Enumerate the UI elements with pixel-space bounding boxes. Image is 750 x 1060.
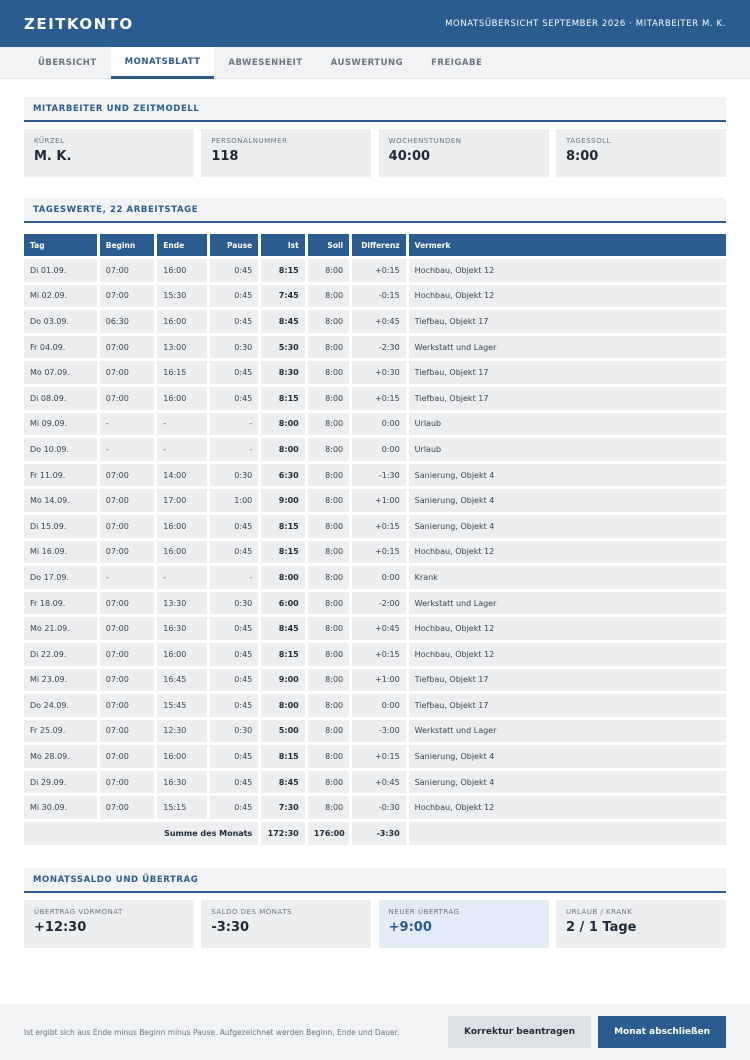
table-row[interactable] — [24, 515, 726, 538]
cell-tag: Mo 07.09. — [24, 361, 97, 384]
cell-ist: 6:30 — [261, 464, 304, 487]
tab-abwesenheit[interactable]: ABWESENHEIT — [228, 58, 303, 68]
table-row[interactable] — [24, 464, 726, 487]
cell-differenz: +0:15 — [352, 387, 406, 410]
cell-tag: Mo 14.09. — [24, 489, 97, 512]
cell-beginn: 07:00 — [100, 669, 155, 692]
cell-pause: 0:45 — [210, 285, 258, 308]
cell-ende: 16:00 — [157, 643, 207, 666]
cell-vermerk: Werkstatt und Lager — [409, 592, 726, 615]
header-subtitle: MONATSÜBERSICHT SEPTEMBER 2026 · MITARBEITER M. K. — [445, 18, 726, 29]
cell-tag: Mi 02.09. — [24, 285, 97, 308]
cell-vermerk: Tiefbau, Objekt 17 — [409, 694, 726, 717]
cell-ende: 16:00 — [157, 515, 207, 538]
col-header-soll[interactable]: Soll — [308, 234, 349, 256]
sum-row — [24, 822, 726, 845]
cell-vermerk: Hochbau, Objekt 12 — [409, 617, 726, 640]
cell-ist: 8:15 — [261, 387, 304, 410]
balance-section-heading: MONATSSALDO UND ÜBERTRAG — [24, 868, 726, 893]
cell-beginn: 07:00 — [100, 643, 155, 666]
table-row[interactable] — [24, 541, 726, 564]
cell-soll: 8:00 — [308, 720, 349, 743]
cell-beginn: 07:00 — [100, 541, 155, 564]
cell-pause: 0:45 — [210, 617, 258, 640]
cell-tag: Di 08.09. — [24, 387, 97, 410]
cell-differenz: +0:45 — [352, 771, 406, 794]
cell-pause: 0:45 — [210, 387, 258, 410]
card-kuerzel — [24, 129, 194, 177]
cell-differenz: +1:00 — [352, 669, 406, 692]
cell-soll: 8:00 — [308, 771, 349, 794]
cell-pause: 0:45 — [210, 745, 258, 768]
cell-tag: Do 24.09. — [24, 694, 97, 717]
cell-soll: 8:00 — [308, 438, 349, 461]
cell-differenz: 0:00 — [352, 694, 406, 717]
card-label: PERSONALNUMMER — [211, 137, 288, 145]
cell-soll: 8:00 — [308, 745, 349, 768]
cell-tag: Mi 16.09. — [24, 541, 97, 564]
cell-ist: 8:00 — [261, 438, 304, 461]
cell-tag: Mi 30.09. — [24, 796, 97, 819]
cell-soll: 8:00 — [308, 310, 349, 333]
col-header-pause[interactable]: Pause — [210, 234, 258, 256]
table-row[interactable] — [24, 387, 726, 410]
cell-tag: Di 29.09. — [24, 771, 97, 794]
card-tagessoll — [556, 129, 726, 177]
card-label: URLAUB / KRANK — [565, 908, 633, 916]
cell-ende: 13:30 — [157, 592, 207, 615]
card-label: WOCHENSTUNDEN — [388, 137, 462, 145]
cell-ist: 8:15 — [261, 259, 304, 282]
cell-tag: Do 17.09. — [24, 566, 97, 589]
cell-vermerk: Sanierung, Objekt 4 — [409, 489, 726, 512]
cell-ist: 8:00 — [261, 566, 304, 589]
cell-pause: 0:45 — [210, 771, 258, 794]
cell-ist: 8:30 — [261, 361, 304, 384]
card-label: SALDO DES MONATS — [211, 908, 292, 916]
cell-tag: Di 15.09. — [24, 515, 97, 538]
cell-vermerk: Sanierung, Objekt 4 — [409, 464, 726, 487]
sum-diff: -3:30 — [352, 822, 406, 845]
cell-vermerk: Tiefbau, Objekt 17 — [409, 361, 726, 384]
cell-pause: 0:30 — [210, 464, 258, 487]
card-label: ÜBERTRAG VORMONAT — [34, 908, 123, 916]
sum-ist: 172:30 — [261, 822, 304, 845]
cell-ist: 8:00 — [261, 694, 304, 717]
cell-ende: 16:00 — [157, 259, 207, 282]
cell-ist: 8:45 — [261, 771, 304, 794]
card-label: TAGESSOLL — [565, 137, 611, 145]
cell-soll: 8:00 — [308, 643, 349, 666]
table-row[interactable] — [24, 310, 726, 333]
cell-differenz: +0:15 — [352, 643, 406, 666]
cell-beginn: - — [100, 438, 155, 461]
cell-pause: 0:45 — [210, 259, 258, 282]
cell-beginn: 07:00 — [100, 720, 155, 743]
cell-differenz: +1:00 — [352, 489, 406, 512]
tab-uebersicht[interactable]: ÜBERSICHT — [38, 58, 97, 68]
cell-beginn: - — [100, 566, 155, 589]
cell-vermerk: Hochbau, Objekt 12 — [409, 285, 726, 308]
card-label: NEUER ÜBERTRAG — [388, 908, 460, 916]
cell-ist: 8:15 — [261, 643, 304, 666]
col-header-ende[interactable]: Ende — [157, 234, 207, 256]
cell-tag: Di 22.09. — [24, 643, 97, 666]
cell-beginn: 07:00 — [100, 387, 155, 410]
cell-vermerk: Urlaub — [409, 413, 726, 436]
cell-beginn: 06:30 — [100, 310, 155, 333]
table-row[interactable] — [24, 796, 726, 819]
cell-ende: 16:30 — [157, 771, 207, 794]
cell-tag: Mo 21.09. — [24, 617, 97, 640]
cell-beginn: 07:00 — [100, 336, 155, 359]
cell-soll: 8:00 — [308, 489, 349, 512]
card-personalnummer — [201, 129, 371, 177]
table-row[interactable] — [24, 566, 726, 589]
cell-soll: 8:00 — [308, 796, 349, 819]
cell-pause: 1:00 — [210, 489, 258, 512]
cell-tag: Fr 25.09. — [24, 720, 97, 743]
col-header-differenz[interactable]: Differenz — [352, 234, 406, 256]
cell-ist: 8:45 — [261, 310, 304, 333]
employee-section — [24, 97, 726, 177]
cell-soll: 8:00 — [308, 617, 349, 640]
cell-pause: - — [210, 566, 258, 589]
card-urlaub-krank — [556, 900, 726, 948]
cell-differenz: +0:15 — [352, 259, 406, 282]
cell-vermerk: Hochbau, Objekt 12 — [409, 643, 726, 666]
cell-beginn: 07:00 — [100, 796, 155, 819]
cell-ist: 8:45 — [261, 617, 304, 640]
tab-bar — [0, 47, 750, 79]
cell-ende: 16:00 — [157, 745, 207, 768]
cell-ende: 16:00 — [157, 310, 207, 333]
table-row[interactable] — [24, 669, 726, 692]
cell-vermerk: Urlaub — [409, 438, 726, 461]
cell-pause: 0:45 — [210, 541, 258, 564]
sum-empty — [409, 822, 726, 845]
cell-tag: Mi 09.09. — [24, 413, 97, 436]
cell-ende: 16:00 — [157, 387, 207, 410]
table-row[interactable] — [24, 285, 726, 308]
cell-tag: Do 10.09. — [24, 438, 97, 461]
cell-ende: 16:00 — [157, 541, 207, 564]
cell-ende: 13:00 — [157, 336, 207, 359]
cell-tag: Fr 04.09. — [24, 336, 97, 359]
card-value: M. K. — [34, 149, 72, 164]
cell-vermerk: Werkstatt und Lager — [409, 336, 726, 359]
cell-beginn: 07:00 — [100, 464, 155, 487]
balance-cards — [24, 900, 726, 948]
daily-section — [24, 198, 726, 848]
cell-ist: 8:15 — [261, 745, 304, 768]
cell-vermerk: Tiefbau, Objekt 17 — [409, 387, 726, 410]
cell-pause: 0:45 — [210, 361, 258, 384]
cell-vermerk: Werkstatt und Lager — [409, 720, 726, 743]
cell-soll: 8:00 — [308, 285, 349, 308]
cell-ende: 15:15 — [157, 796, 207, 819]
cell-differenz: -2:30 — [352, 336, 406, 359]
cell-soll: 8:00 — [308, 361, 349, 384]
table-row[interactable] — [24, 771, 726, 794]
cell-ende: - — [157, 438, 207, 461]
cell-ist: 8:00 — [261, 413, 304, 436]
cell-vermerk: Sanierung, Objekt 4 — [409, 745, 726, 768]
cell-vermerk: Hochbau, Objekt 12 — [409, 541, 726, 564]
cell-beginn: 07:00 — [100, 771, 155, 794]
table-row[interactable] — [24, 489, 726, 512]
app-header — [0, 0, 750, 47]
cell-differenz: 0:00 — [352, 413, 406, 436]
cell-pause: - — [210, 438, 258, 461]
card-uebertrag-vormonat — [24, 900, 194, 948]
sum-soll: 176:00 — [308, 822, 349, 845]
employee-cards — [24, 129, 726, 177]
cell-soll: 8:00 — [308, 541, 349, 564]
cell-soll: 8:00 — [308, 413, 349, 436]
card-value: 118 — [211, 149, 239, 164]
cell-ende: 16:30 — [157, 617, 207, 640]
cell-ende: 15:30 — [157, 285, 207, 308]
cell-ist: 8:15 — [261, 515, 304, 538]
cell-differenz: -3:00 — [352, 720, 406, 743]
cell-pause: 0:45 — [210, 643, 258, 666]
cell-beginn: 07:00 — [100, 489, 155, 512]
cell-beginn: 07:00 — [100, 259, 155, 282]
cell-ist: 5:30 — [261, 336, 304, 359]
cell-ende: 12:30 — [157, 720, 207, 743]
cell-differenz: -1:30 — [352, 464, 406, 487]
cell-vermerk: Krank — [409, 566, 726, 589]
cell-ist: 7:30 — [261, 796, 304, 819]
cell-ende: - — [157, 566, 207, 589]
table-row[interactable] — [24, 745, 726, 768]
daily-section-heading: TAGESWERTE, 22 ARBEITSTAGE — [24, 198, 726, 223]
cell-differenz: 0:00 — [352, 438, 406, 461]
cell-ende: - — [157, 413, 207, 436]
card-value: 40:00 — [388, 149, 431, 164]
table-row[interactable] — [24, 259, 726, 282]
cell-pause: 0:45 — [210, 796, 258, 819]
cell-beginn: 07:00 — [100, 694, 155, 717]
cell-beginn: 07:00 — [100, 617, 155, 640]
cell-pause: 0:30 — [210, 720, 258, 743]
cell-vermerk: Sanierung, Objekt 4 — [409, 515, 726, 538]
footer-note: Ist ergibt sich aus Ende minus Beginn minus Pause. Aufgezeichnet werden Beginn, Ende und Dauer. — [24, 1027, 400, 1037]
cell-differenz: -0:15 — [352, 285, 406, 308]
footer-bar — [0, 1004, 750, 1060]
cell-beginn: - — [100, 413, 155, 436]
cell-soll: 8:00 — [308, 336, 349, 359]
card-neuer-uebertrag — [379, 900, 549, 948]
balance-section — [24, 868, 726, 948]
cell-ist: 6:00 — [261, 592, 304, 615]
card-value: 2 / 1 Tage — [565, 920, 637, 935]
cell-vermerk: Hochbau, Objekt 12 — [409, 259, 726, 282]
cell-ist: 9:00 — [261, 669, 304, 692]
cell-ende: 16:45 — [157, 669, 207, 692]
cell-tag: Do 03.09. — [24, 310, 97, 333]
cell-soll: 8:00 — [308, 387, 349, 410]
cell-ist: 8:15 — [261, 541, 304, 564]
tab-auswertung[interactable]: AUSWERTUNG — [330, 58, 404, 68]
table-row[interactable] — [24, 438, 726, 461]
cell-pause: - — [210, 413, 258, 436]
cell-ende: 17:00 — [157, 489, 207, 512]
cell-soll: 8:00 — [308, 669, 349, 692]
cell-soll: 8:00 — [308, 464, 349, 487]
cell-vermerk: Tiefbau, Objekt 17 — [409, 310, 726, 333]
cell-soll: 8:00 — [308, 566, 349, 589]
cell-differenz: +0:45 — [352, 617, 406, 640]
table-row[interactable] — [24, 617, 726, 640]
cell-pause: 0:30 — [210, 592, 258, 615]
cell-tag: Di 01.09. — [24, 259, 97, 282]
cell-ist: 9:00 — [261, 489, 304, 512]
cell-differenz: +0:15 — [352, 745, 406, 768]
cell-soll: 8:00 — [308, 259, 349, 282]
cell-ist: 7:45 — [261, 285, 304, 308]
cell-pause: 0:45 — [210, 694, 258, 717]
cell-soll: 8:00 — [308, 515, 349, 538]
app-title: ZEITKONTO — [24, 14, 134, 33]
card-value: 8:00 — [565, 149, 599, 164]
col-header-vermerk[interactable]: Vermerk — [409, 234, 726, 256]
cell-differenz: +0:45 — [352, 310, 406, 333]
cell-beginn: 07:00 — [100, 285, 155, 308]
col-header-tag[interactable]: Tag — [24, 234, 97, 256]
cell-differenz: -0:30 — [352, 796, 406, 819]
cell-differenz: -2:00 — [352, 592, 406, 615]
close-month-button[interactable]: Monat abschließen — [598, 1016, 726, 1048]
cell-beginn: 07:00 — [100, 745, 155, 768]
card-saldo-monat — [201, 900, 371, 948]
cell-ist: 5:00 — [261, 720, 304, 743]
table-row[interactable] — [24, 643, 726, 666]
cell-tag: Mi 23.09. — [24, 669, 97, 692]
cell-vermerk: Tiefbau, Objekt 17 — [409, 669, 726, 692]
cell-tag: Fr 18.09. — [24, 592, 97, 615]
card-wochenstunden — [379, 129, 549, 177]
table-row[interactable] — [24, 720, 726, 743]
cell-differenz: +0:15 — [352, 541, 406, 564]
cell-soll: 8:00 — [308, 694, 349, 717]
tab-monatsblatt[interactable]: MONATSBLATT — [111, 47, 215, 79]
cell-tag: Fr 11.09. — [24, 464, 97, 487]
cell-ende: 15:45 — [157, 694, 207, 717]
footer-actions — [448, 1016, 726, 1048]
table-header-row — [24, 234, 726, 256]
table-row[interactable] — [24, 413, 726, 436]
employee-section-heading: MITARBEITER UND ZEITMODELL — [24, 97, 726, 122]
cell-pause: 0:30 — [210, 336, 258, 359]
table-row[interactable] — [24, 361, 726, 384]
table-row[interactable] — [24, 336, 726, 359]
table-row[interactable] — [24, 694, 726, 717]
cell-vermerk: Hochbau, Objekt 12 — [409, 796, 726, 819]
cell-differenz: +0:15 — [352, 515, 406, 538]
cell-beginn: 07:00 — [100, 361, 155, 384]
sum-label: Summe des Monats — [24, 822, 258, 845]
table-row[interactable] — [24, 592, 726, 615]
cell-pause: 0:45 — [210, 310, 258, 333]
tab-freigabe[interactable]: FREIGABE — [431, 58, 483, 68]
request-correction-button[interactable]: Korrektur beantragen — [448, 1016, 591, 1048]
card-label: KÜRZEL — [34, 137, 65, 145]
cell-pause: 0:45 — [210, 669, 258, 692]
daily-table — [21, 231, 729, 848]
cell-soll: 8:00 — [308, 592, 349, 615]
cell-vermerk: Sanierung, Objekt 4 — [409, 771, 726, 794]
cell-ende: 16:15 — [157, 361, 207, 384]
col-header-beginn[interactable]: Beginn — [100, 234, 155, 256]
card-value: +9:00 — [388, 920, 432, 935]
cell-ende: 14:00 — [157, 464, 207, 487]
cell-beginn: 07:00 — [100, 592, 155, 615]
cell-differenz: +0:30 — [352, 361, 406, 384]
card-value: -3:30 — [211, 920, 250, 935]
cell-tag: Mo 28.09. — [24, 745, 97, 768]
card-value: +12:30 — [34, 920, 87, 935]
cell-beginn: 07:00 — [100, 515, 155, 538]
col-header-ist[interactable]: Ist — [261, 234, 304, 256]
cell-differenz: 0:00 — [352, 566, 406, 589]
cell-pause: 0:45 — [210, 515, 258, 538]
